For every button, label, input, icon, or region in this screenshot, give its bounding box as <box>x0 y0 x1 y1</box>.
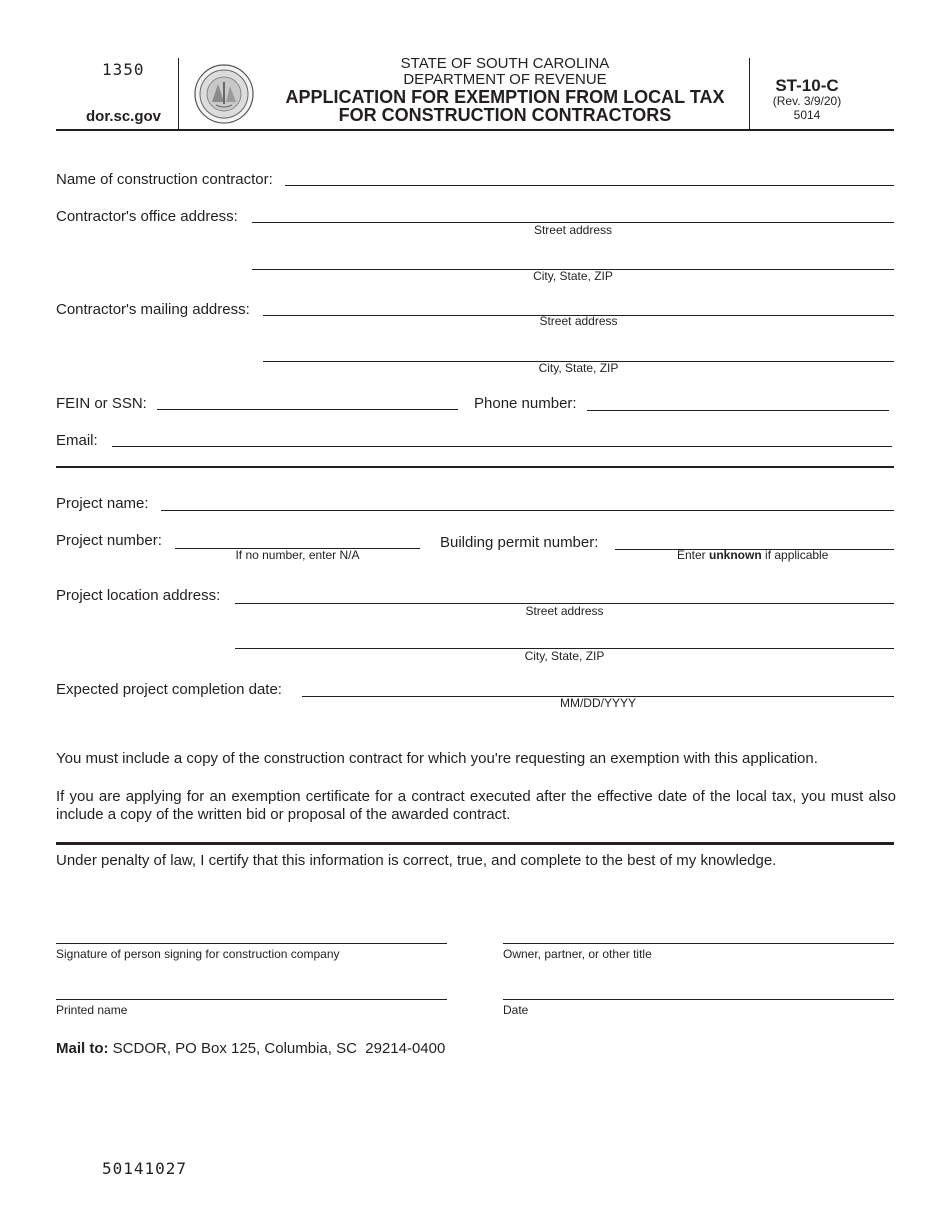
date-field[interactable] <box>503 981 894 999</box>
printed-name-field[interactable] <box>56 981 447 999</box>
project-street-field[interactable] <box>235 585 894 603</box>
project-city-field[interactable] <box>235 630 894 648</box>
section-divider <box>56 466 894 468</box>
office-city-caption: City, State, ZIP <box>533 269 613 283</box>
office-street-caption: Street address <box>533 223 613 237</box>
email-field[interactable] <box>112 428 892 446</box>
form-revision: (Rev. 3/9/20) <box>772 94 842 108</box>
header-divider-right <box>749 58 750 130</box>
certification-statement: Under penalty of law, I certify that this information is correct, true, and complete to the best of my knowledge. <box>56 852 777 869</box>
date-line <box>503 999 894 1000</box>
project-name-line <box>161 510 894 511</box>
header-rule <box>56 129 894 131</box>
title-line <box>503 943 894 944</box>
contractor-name-label: Name of construction contractor: <box>56 171 273 188</box>
fein-label: FEIN or SSN: <box>56 395 147 412</box>
contractor-name-field[interactable] <box>285 168 894 186</box>
title-caption: Owner, partner, or other title <box>503 947 652 961</box>
signature-line <box>56 943 447 944</box>
project-street-caption: Street address <box>525 604 604 618</box>
form-code: 1350 <box>102 60 145 79</box>
mail-to <box>56 1040 445 1057</box>
title-field[interactable] <box>503 925 894 943</box>
instruction-paragraph-2: If you are applying for an exemption certificate for a contract executed after the effective date of the local tax, you must also include a copy of the written bid or proposal of the awarded contract. <box>56 788 896 823</box>
signature-field[interactable] <box>56 925 447 943</box>
email-line <box>112 446 892 447</box>
instruction-paragraph-1: You must include a copy of the construction contract for which you're requesting an exemption with this application. <box>56 750 818 767</box>
mailing-city-caption: City, State, ZIP <box>538 361 619 375</box>
completion-date-field[interactable] <box>302 678 894 696</box>
office-city-field[interactable] <box>252 251 894 269</box>
completion-date-caption: MM/DD/YYYY <box>559 696 636 710</box>
website: dor.sc.gov <box>86 108 162 125</box>
permit-caption: Enter unknown if applicable <box>677 548 829 562</box>
project-city-caption: City, State, ZIP <box>524 649 605 663</box>
project-number-caption: If no number, enter N/A <box>235 548 360 562</box>
project-number-field[interactable] <box>175 530 420 548</box>
permit-field[interactable] <box>615 531 894 549</box>
email-label: Email: <box>56 432 98 449</box>
form-id: 5014 <box>793 108 821 122</box>
project-name-label: Project name: <box>56 495 149 512</box>
printed-name-line <box>56 999 447 1000</box>
state-seal-icon <box>194 64 254 124</box>
completion-date-label: Expected project completion date: <box>56 681 282 698</box>
office-address-label: Contractor's office address: <box>56 208 238 225</box>
phone-line <box>587 410 889 411</box>
certification-rule <box>56 842 894 845</box>
phone-label: Phone number: <box>474 395 577 412</box>
mail-to-label: Mail to: <box>56 1040 109 1057</box>
mailing-street-caption: Street address <box>539 314 618 328</box>
department-name: DEPARTMENT OF REVENUE <box>403 71 607 88</box>
contractor-name-line <box>285 185 894 186</box>
permit-label: Building permit number: <box>440 534 599 551</box>
project-number-label: Project number: <box>56 532 162 549</box>
fein-field[interactable] <box>157 392 458 410</box>
project-location-label: Project location address: <box>56 587 221 604</box>
barcode-number: 50141027 <box>102 1159 188 1178</box>
date-caption: Date <box>503 1003 529 1017</box>
phone-field[interactable] <box>587 392 889 410</box>
form-title-line2: FOR CONSTRUCTION CONTRACTORS <box>338 105 672 125</box>
signature-caption: Signature of person signing for construction company <box>56 947 340 961</box>
header-divider-left <box>178 58 179 130</box>
mail-to-address: SCDOR, PO Box 125, Columbia, SC 29214-0400 <box>112 1040 446 1057</box>
project-name-field[interactable] <box>161 492 894 510</box>
printed-name-caption: Printed name <box>56 1003 128 1017</box>
mailing-address-label: Contractor's mailing address: <box>56 301 250 318</box>
form-number: ST-10-C <box>775 76 839 95</box>
fein-line <box>157 409 458 410</box>
office-street-field[interactable] <box>252 204 894 222</box>
mailing-street-field[interactable] <box>263 297 894 315</box>
form-title-line1: APPLICATION FOR EXEMPTION FROM LOCAL TAX <box>285 87 725 107</box>
state-name: STATE OF SOUTH CAROLINA <box>400 55 610 72</box>
mailing-city-field[interactable] <box>263 343 894 361</box>
